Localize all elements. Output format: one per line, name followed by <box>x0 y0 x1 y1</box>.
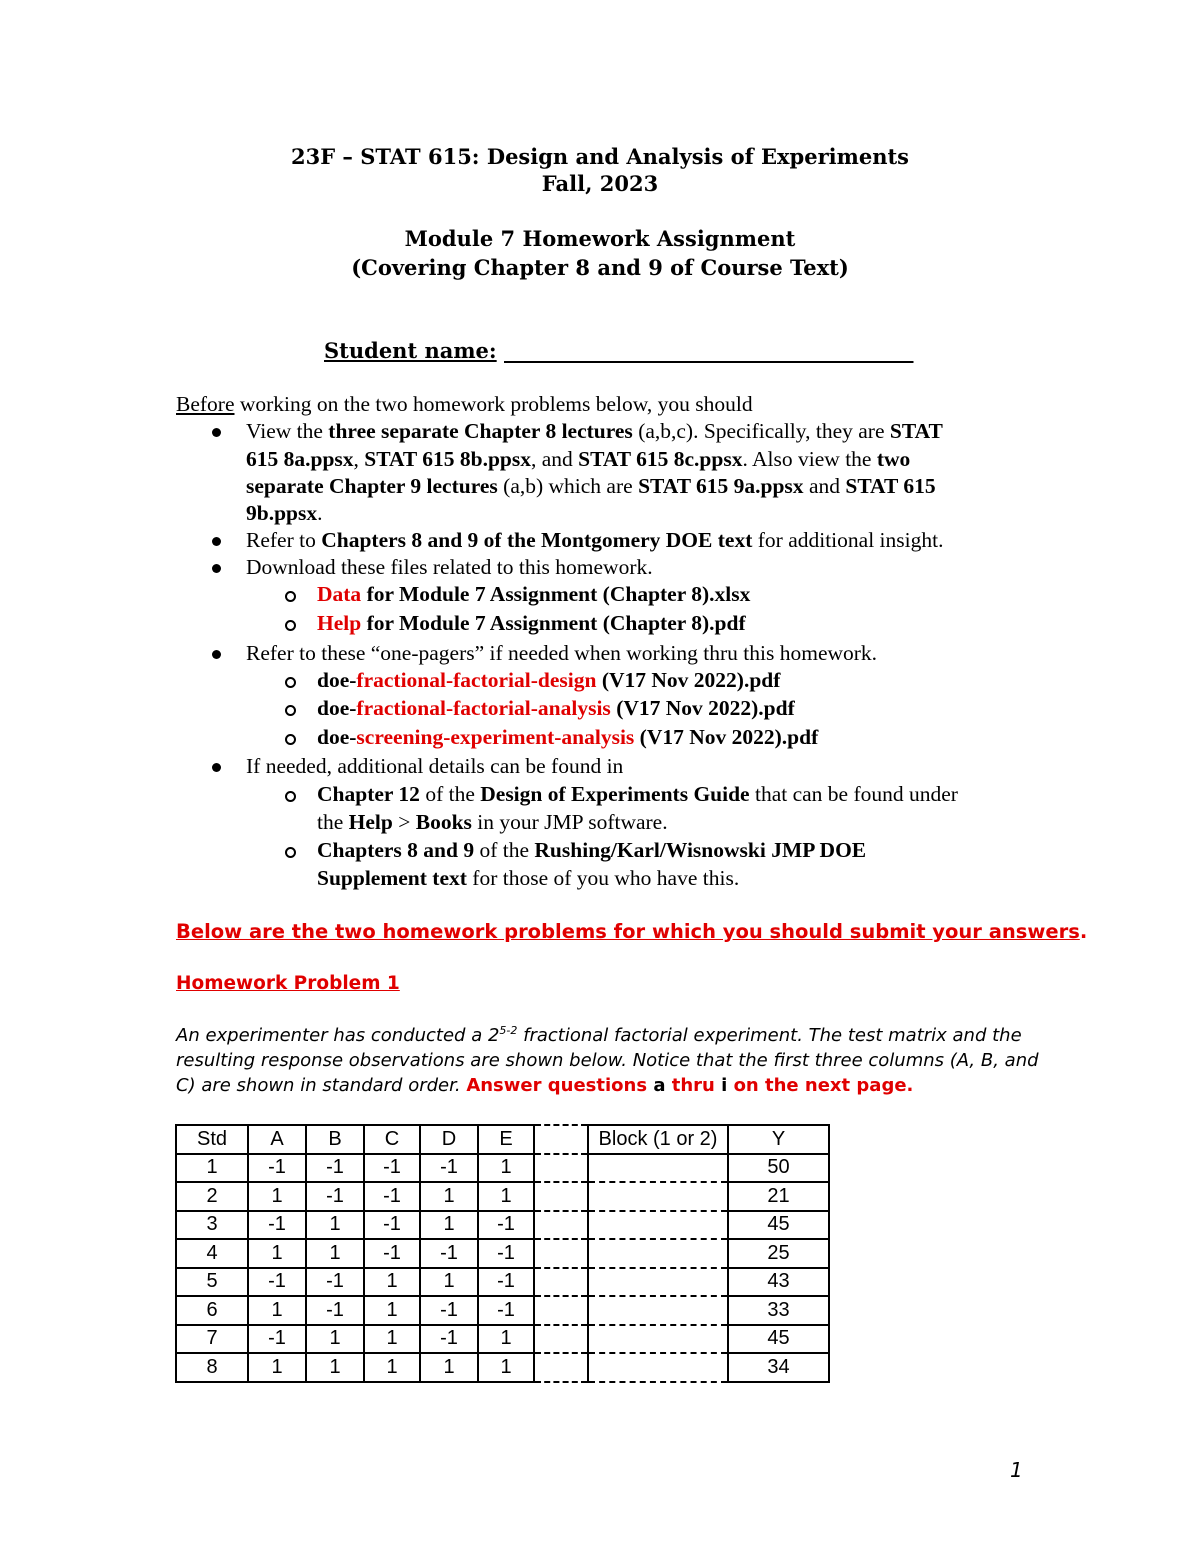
column-header <box>534 1125 588 1154</box>
supplement-line-2: Supplement text for those of you who have this. <box>317 866 740 890</box>
table-row <box>176 1325 829 1354</box>
circle-bullet-icon <box>285 791 296 802</box>
block-input-cell[interactable] <box>588 1268 728 1297</box>
student-name-field[interactable] <box>324 338 913 363</box>
table-cell: 45 <box>728 1325 829 1354</box>
table-cell: 8 <box>176 1353 248 1382</box>
table-cell: -1 <box>420 1239 478 1268</box>
table-cell: 5 <box>176 1268 248 1297</box>
bullet-1-line-4: 9b.ppsx. <box>246 501 323 525</box>
table-cell: 1 <box>364 1296 420 1325</box>
table-cell: 45 <box>728 1211 829 1240</box>
table-row <box>176 1268 829 1297</box>
table-cell: -1 <box>248 1268 306 1297</box>
assignment-subtitle: (Covering Chapter 8 and 9 of Course Text) <box>351 255 849 280</box>
column-header: D <box>420 1125 478 1154</box>
table-cell: 1 <box>364 1353 420 1382</box>
table-cell: 43 <box>728 1268 829 1297</box>
table-cell: -1 <box>306 1296 364 1325</box>
table-cell: -1 <box>364 1211 420 1240</box>
table-cell: 1 <box>420 1353 478 1382</box>
column-header: Y <box>728 1125 829 1154</box>
table-cell: 1 <box>306 1239 364 1268</box>
table-cell: 1 <box>420 1211 478 1240</box>
table-cell: 1 <box>248 1353 306 1382</box>
table-cell: 1 <box>478 1154 534 1183</box>
table-cell: 33 <box>728 1296 829 1325</box>
table-row <box>176 1353 829 1382</box>
circle-bullet-icon <box>285 734 296 745</box>
bullet-1-line-2: 615 8a.ppsx, STAT 615 8b.ppsx, and STAT 615 8c.ppsx. Also view the two <box>246 447 911 471</box>
table-cell: 1 <box>478 1325 534 1354</box>
bullet-1-line-1: View the three separate Chapter 8 lectures (a,b,c). Specifically, they are STAT <box>246 419 943 443</box>
problem-1-text-2: resulting response observations are shown below. Notice that the first three columns (A, B, and <box>176 1050 1039 1071</box>
supplement-line-1: Chapters 8 and 9 of the Rushing/Karl/Wisnowski JMP DOE <box>317 838 867 862</box>
intro-line: Before working on the two homework problems below, you should <box>176 392 753 416</box>
block-input-cell[interactable] <box>588 1154 728 1183</box>
column-header: Std <box>176 1125 248 1154</box>
table-cell: -1 <box>478 1268 534 1297</box>
bullet-5: If needed, additional details can be found in <box>246 754 624 778</box>
circle-bullet-icon <box>285 591 296 602</box>
table-cell: 1 <box>364 1268 420 1297</box>
table-cell: 1 <box>248 1239 306 1268</box>
doe-guide-line-2: the Help > Books in your JMP software. <box>317 810 668 834</box>
table-cell: -1 <box>420 1154 478 1183</box>
block-input-cell[interactable] <box>588 1182 728 1211</box>
table-cell: -1 <box>478 1239 534 1268</box>
table-row <box>176 1211 829 1240</box>
spacer-cell <box>534 1154 588 1183</box>
table-cell: -1 <box>248 1154 306 1183</box>
block-input-cell[interactable] <box>588 1296 728 1325</box>
bullet-icon <box>212 428 221 437</box>
block-input-cell[interactable] <box>588 1211 728 1240</box>
table-cell: 1 <box>248 1182 306 1211</box>
column-header: Block (1 or 2) <box>588 1125 728 1154</box>
table-row <box>176 1154 829 1183</box>
spacer-cell <box>534 1239 588 1268</box>
problem-1-text-3: C) are shown in standard order. Answer questions a thru i on the next page. <box>176 1075 914 1096</box>
table-cell: 21 <box>728 1182 829 1211</box>
test-matrix-table <box>175 1124 830 1383</box>
circle-bullet-icon <box>285 705 296 716</box>
table-cell: -1 <box>306 1182 364 1211</box>
column-header: B <box>306 1125 364 1154</box>
table-cell: 1 <box>306 1353 364 1382</box>
column-header: C <box>364 1125 420 1154</box>
table-row <box>176 1239 829 1268</box>
spacer-cell <box>534 1268 588 1297</box>
table-cell: 4 <box>176 1239 248 1268</box>
table-cell: 1 <box>176 1154 248 1183</box>
bullet-4: Refer to these “one-pagers” if needed when working thru this homework. <box>246 641 878 665</box>
table-cell: -1 <box>364 1182 420 1211</box>
table-cell: 1 <box>478 1353 534 1382</box>
table-row <box>176 1182 829 1211</box>
spacer-cell <box>534 1296 588 1325</box>
student-name-blank[interactable]: _______________________________________ <box>503 338 914 363</box>
table-cell: 1 <box>364 1325 420 1354</box>
table-cell: 7 <box>176 1325 248 1354</box>
bullet-2: Refer to Chapters 8 and 9 of the Montgomery DOE text for additional insight. <box>246 528 944 552</box>
spacer-cell <box>534 1182 588 1211</box>
submit-instruction: Below are the two homework problems for which you should submit your answers. <box>176 920 1088 943</box>
table-cell: -1 <box>248 1211 306 1240</box>
block-input-cell[interactable] <box>588 1325 728 1354</box>
assignment-title: Module 7 Homework Assignment <box>404 226 796 251</box>
bullet-icon <box>212 650 221 659</box>
table-cell: -1 <box>420 1325 478 1354</box>
table-row <box>176 1296 829 1325</box>
circle-bullet-icon <box>285 847 296 858</box>
onepager-screening-link[interactable]: doe-screening-experiment-analysis (V17 Nov 2022).pdf <box>317 725 819 749</box>
table-cell: 25 <box>728 1239 829 1268</box>
onepager-design-link[interactable]: doe-fractional-factorial-design (V17 Nov 2022).pdf <box>317 668 781 692</box>
term: Fall, 2023 <box>541 171 659 196</box>
bullet-icon <box>212 564 221 573</box>
table-cell: 1 <box>306 1211 364 1240</box>
column-header: A <box>248 1125 306 1154</box>
spacer-cell <box>534 1353 588 1382</box>
table-cell: 2 <box>176 1182 248 1211</box>
problem-1-heading: Homework Problem 1 <box>176 973 400 994</box>
student-name-label: Student name: <box>324 338 497 363</box>
table-cell: 1 <box>478 1182 534 1211</box>
table-cell: 1 <box>420 1182 478 1211</box>
table-cell: -1 <box>420 1296 478 1325</box>
page-number: 1 <box>1010 1458 1023 1482</box>
course-title: 23F – STAT 615: Design and Analysis of Experiments <box>290 144 909 169</box>
doe-guide-line-1: Chapter 12 of the Design of Experiments Guide that can be found under <box>317 782 958 806</box>
block-input-cell[interactable] <box>588 1353 728 1382</box>
bullet-3: Download these files related to this homework. <box>246 555 653 579</box>
table-cell: 34 <box>728 1353 829 1382</box>
column-header: E <box>478 1125 534 1154</box>
table-cell: 6 <box>176 1296 248 1325</box>
data-file-link[interactable]: Data for Module 7 Assignment (Chapter 8).xlsx <box>317 582 751 606</box>
table-cell: -1 <box>478 1211 534 1240</box>
table-cell: 1 <box>420 1268 478 1297</box>
table-cell: 1 <box>306 1325 364 1354</box>
table-cell: -1 <box>306 1268 364 1297</box>
table-cell: -1 <box>364 1239 420 1268</box>
table-cell: 1 <box>248 1296 306 1325</box>
circle-bullet-icon <box>285 620 296 631</box>
table-cell: -1 <box>306 1154 364 1183</box>
bullet-icon <box>212 537 221 546</box>
onepager-analysis-link[interactable]: doe-fractional-factorial-analysis (V17 Nov 2022).pdf <box>317 696 795 720</box>
block-input-cell[interactable] <box>588 1239 728 1268</box>
spacer-cell <box>534 1325 588 1354</box>
table-cell: -1 <box>248 1325 306 1354</box>
problem-1-text-1: An experimenter has conducted a 2$^{5-2}$ fractional factorial experiment. The test matrix and the <box>176 1024 1022 1046</box>
spacer-cell <box>534 1211 588 1240</box>
bullet-icon <box>212 763 221 772</box>
help-file-link[interactable]: Help for Module 7 Assignment (Chapter 8).pdf <box>317 611 746 635</box>
table-cell: -1 <box>364 1154 420 1183</box>
table-cell: -1 <box>478 1296 534 1325</box>
table-cell: 3 <box>176 1211 248 1240</box>
table-header-row <box>176 1125 829 1154</box>
circle-bullet-icon <box>285 677 296 688</box>
bullet-1-line-3: separate Chapter 9 lectures (a,b) which are STAT 615 9a.ppsx and STAT 615 <box>246 474 936 498</box>
table-cell: 50 <box>728 1154 829 1183</box>
